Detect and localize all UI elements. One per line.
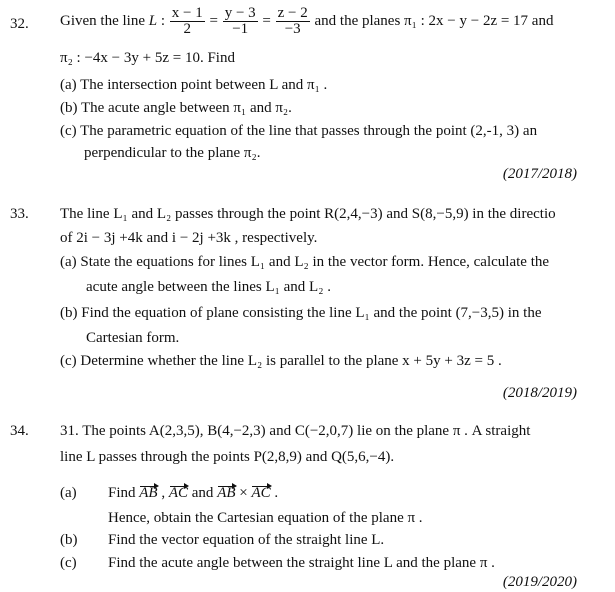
question-number: 33. xyxy=(10,206,29,222)
question-number: 32. xyxy=(10,16,29,32)
part-b-label: (b) xyxy=(60,532,78,548)
part-a-cont: acute angle between the lines L₁ and L₂ . xyxy=(86,279,331,295)
part-a: (a) State the equations for lines L₁ and L₂ in the vector form. Hence, calculate the xyxy=(60,254,550,270)
fraction-z: $\frac{z - 2}{-3}$ xyxy=(277,5,308,37)
part-a-hence: Hence, obtain the Cartesian equation of the plane π . xyxy=(108,510,423,526)
part-a: (a) The intersection point between L and π₁ . xyxy=(60,77,328,93)
question-stem-line-1: Given the line L : $\frac{x - 1}{2}$ = $\frac{y - 3}{-1}$ = $\frac{z - 2}{-3}$ and the planes π₁ : 2x − y − 2z = 17 and xyxy=(60,5,554,37)
part-a-label: (a) xyxy=(60,485,77,501)
fraction-y: $\frac{y - 3}{-1}$ xyxy=(224,5,256,37)
part-b: (b) Find the equation of plane consisting the line L₁ and the point (7,−3,5) in the xyxy=(60,305,542,321)
vector-ac: AC xyxy=(168,485,189,501)
part-c-label: (c) xyxy=(60,555,77,571)
question-stem-line-1: 31. The points A(2,3,5), B(4,−2,3) and C(−2,0,7) lie on the plane π . A straight xyxy=(60,423,531,439)
question-stem-line-2: π₂ : −4x − 3y + 5z = 10. Find xyxy=(60,50,235,66)
vector-ab-cross: AB xyxy=(217,485,236,501)
vector-ab: AB xyxy=(139,485,158,501)
question-stem-line-2: line L passes through the points P(2,8,9) and Q(5,6,−4). xyxy=(60,449,395,465)
part-c-cont: perpendicular to the plane π₂. xyxy=(84,145,261,161)
part-c: (c) The parametric equation of the line that passes through the point (2,-1, 3) an xyxy=(60,123,538,139)
part-b-text: Find the vector equation of the straight line L. xyxy=(108,532,385,548)
part-a-text: Find AB , AC and AB × AC . xyxy=(108,485,279,501)
exam-year: (2018/2019) xyxy=(502,385,577,401)
question-stem-line-2: of 2i − 3j +4k and i − 2j +3k , respectively. xyxy=(60,230,318,246)
question-stem-line-1: The line L₁ and L₂ passes through the point R(2,4,−3) and S(8,−5,9) in the directio xyxy=(60,206,556,222)
fraction-x: $\frac{x - 1}{2}$ xyxy=(171,5,203,37)
part-b-cont: Cartesian form. xyxy=(86,330,180,346)
part-b: (b) The acute angle between π₁ and π₂. xyxy=(60,100,292,116)
part-c: (c) Determine whether the line L₂ is parallel to the plane x + 5y + 3z = 5 . xyxy=(60,353,502,369)
vector-ac-cross: AC xyxy=(251,485,271,501)
part-c-text: Find the acute angle between the straight line L and the plane π . xyxy=(108,555,495,571)
question-number: 34. xyxy=(10,423,29,439)
exam-year: (2019/2020) xyxy=(502,574,577,590)
exam-year: (2017/2018) xyxy=(502,166,577,182)
